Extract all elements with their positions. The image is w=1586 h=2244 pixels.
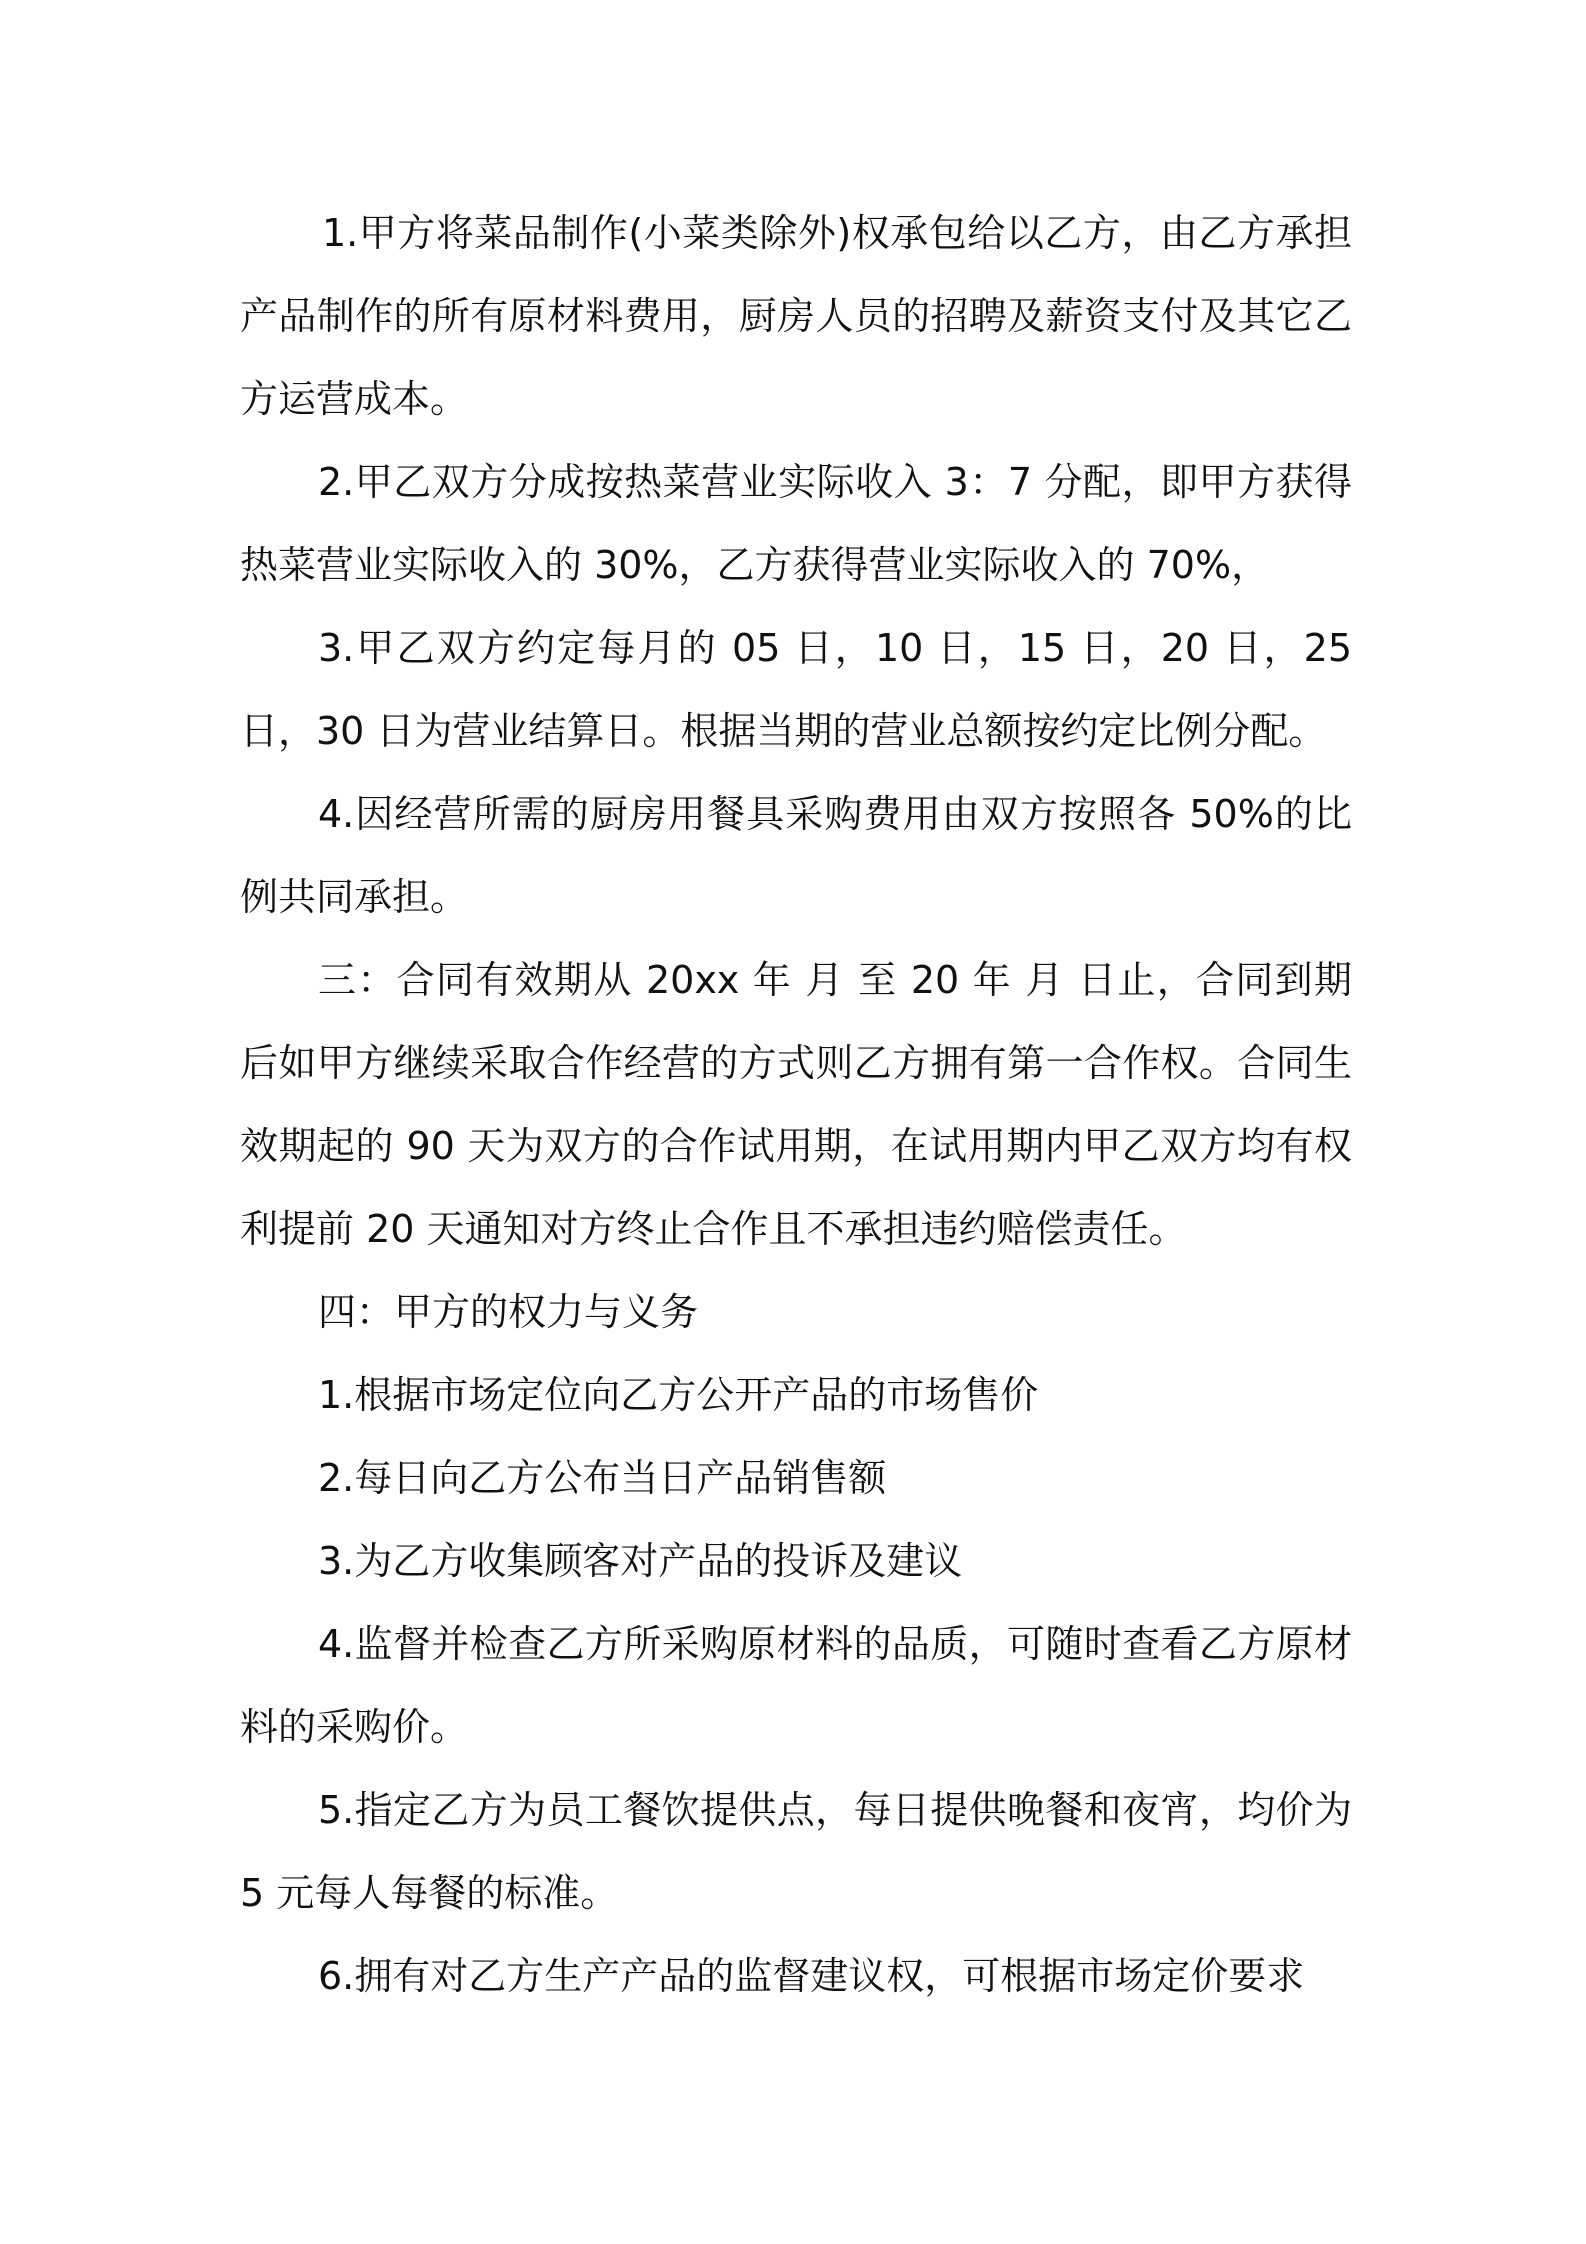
party-a-duty-6: 6.拥有对乙方生产产品的监督建议权，可根据市场定价要求 (318, 1954, 1305, 1998)
clause-2-revenue-split: 2.甲乙双方分成按热菜营业实际收入 3：7 分配，即甲方获得热菜营业实际收入的 30%，乙方获得营业实际收入的 70%， (240, 460, 1352, 587)
contract-body (240, 192, 1352, 2018)
party-a-duty-4: 4.监督并检查乙方所采购原材料的品质，可随时查看乙方原材料的采购价。 (240, 1622, 1352, 1749)
clause-3-settlement-days: 3.甲乙双方约定每月的 05 日，10 日，15 日，20 日，25 日，30 日为营业结算日。根据当期的营业总额按约定比例分配。 (240, 626, 1352, 753)
section-3-contract-term: 三：合同有效期从 20xx 年 月 至 20 年 月 日止，合同到期后如甲方继续采取合作经营的方式则乙方拥有第一合作权。合同生效期起的 90 天为双方的合作试用期，在试用期内甲乙双方均有权利提前 20 天通知对方终止合作且不承担违约赔偿责任。 (240, 958, 1352, 1251)
party-a-duty-1: 1.根据市场定位向乙方公开产品的市场售价 (318, 1373, 1039, 1417)
party-a-duty-3: 3.为乙方收集顾客对产品的投诉及建议 (318, 1539, 963, 1583)
party-a-duty-2: 2.每日向乙方公布当日产品销售额 (318, 1456, 887, 1500)
section-4-heading: 四：甲方的权力与义务 (318, 1290, 699, 1334)
clause-1-contracting-scope: 1.甲方将菜品制作(小菜类除外)权承包给以乙方，由乙方承担产品制作的所有原材料费用，厨房人员的招聘及薪资支付及其它乙方运营成本。 (240, 211, 1352, 421)
party-a-duty-5: 5.指定乙方为员工餐饮提供点，每日提供晚餐和夜宵，均价为 5 元每人每餐的标准。 (240, 1788, 1352, 1915)
clause-4-tableware-cost: 4.因经营所需的厨房用餐具采购费用由双方按照各 50%的比例共同承担。 (240, 792, 1352, 919)
